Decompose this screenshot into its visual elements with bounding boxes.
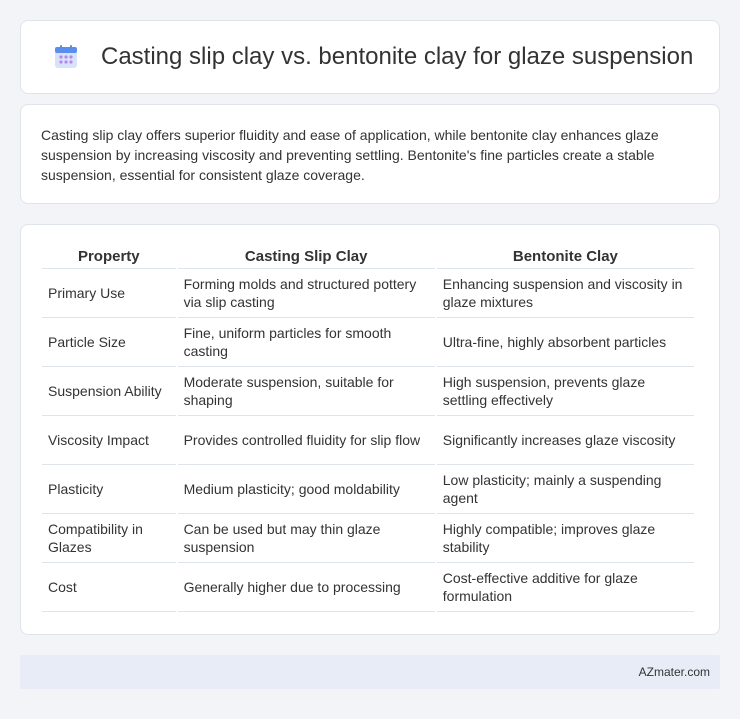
bentonite-cell: Cost-effective additive for glaze formulation [437,563,694,612]
comparison-table [40,245,696,612]
comparison-card [20,224,720,635]
table-header-row [42,245,694,269]
header-bentonite-clay: Bentonite Clay [437,245,694,269]
table-row [42,563,694,612]
calendar-icon [53,44,79,70]
property-cell: Plasticity [42,465,176,514]
casting-slip-cell: Fine, uniform particles for smooth casting [178,318,435,367]
table-row [42,416,694,465]
casting-slip-cell: Provides controlled fluidity for slip flow [178,416,435,465]
property-cell: Viscosity Impact [42,416,176,465]
casting-slip-cell: Medium plasticity; good moldability [178,465,435,514]
bentonite-cell: Enhancing suspension and viscosity in glaze mixtures [437,269,694,318]
property-cell: Primary Use [42,269,176,318]
footer-brand: AZmater.com [638,665,710,679]
property-cell: Suspension Ability [42,367,176,416]
casting-slip-cell: Forming molds and structured pottery via slip casting [178,269,435,318]
bentonite-cell: High suspension, prevents glaze settling effectively [437,367,694,416]
bentonite-cell: Highly compatible; improves glaze stability [437,514,694,563]
casting-slip-cell: Generally higher due to processing [178,563,435,612]
casting-slip-cell: Moderate suspension, suitable for shaping [178,367,435,416]
intro-card [20,104,720,204]
header-casting-slip-clay: Casting Slip Clay [178,245,435,269]
page-title: Casting slip clay vs. bentonite clay for glaze suspension [101,43,694,70]
bentonite-cell: Ultra-fine, highly absorbent particles [437,318,694,367]
header-property: Property [42,245,176,269]
intro-text: Casting slip clay offers superior fluidity and ease of application, while bentonite clay enhances glaze suspension by increasing viscosity and preventing settling. Bentonite's fine particles create a stable suspension, essential for consistent glaze coverage. [41,127,659,183]
property-cell: Particle Size [42,318,176,367]
property-cell: Cost [42,563,176,612]
table-row [42,318,694,367]
casting-slip-cell: Can be used but may thin glaze suspension [178,514,435,563]
bentonite-cell: Low plasticity; mainly a suspending agent [437,465,694,514]
title-card [20,20,720,94]
property-cell: Compatibility in Glazes [42,514,176,563]
bentonite-cell: Significantly increases glaze viscosity [437,416,694,465]
footer-bar [20,655,720,689]
table-row [42,269,694,318]
table-row [42,465,694,514]
table-row [42,367,694,416]
table-row [42,514,694,563]
